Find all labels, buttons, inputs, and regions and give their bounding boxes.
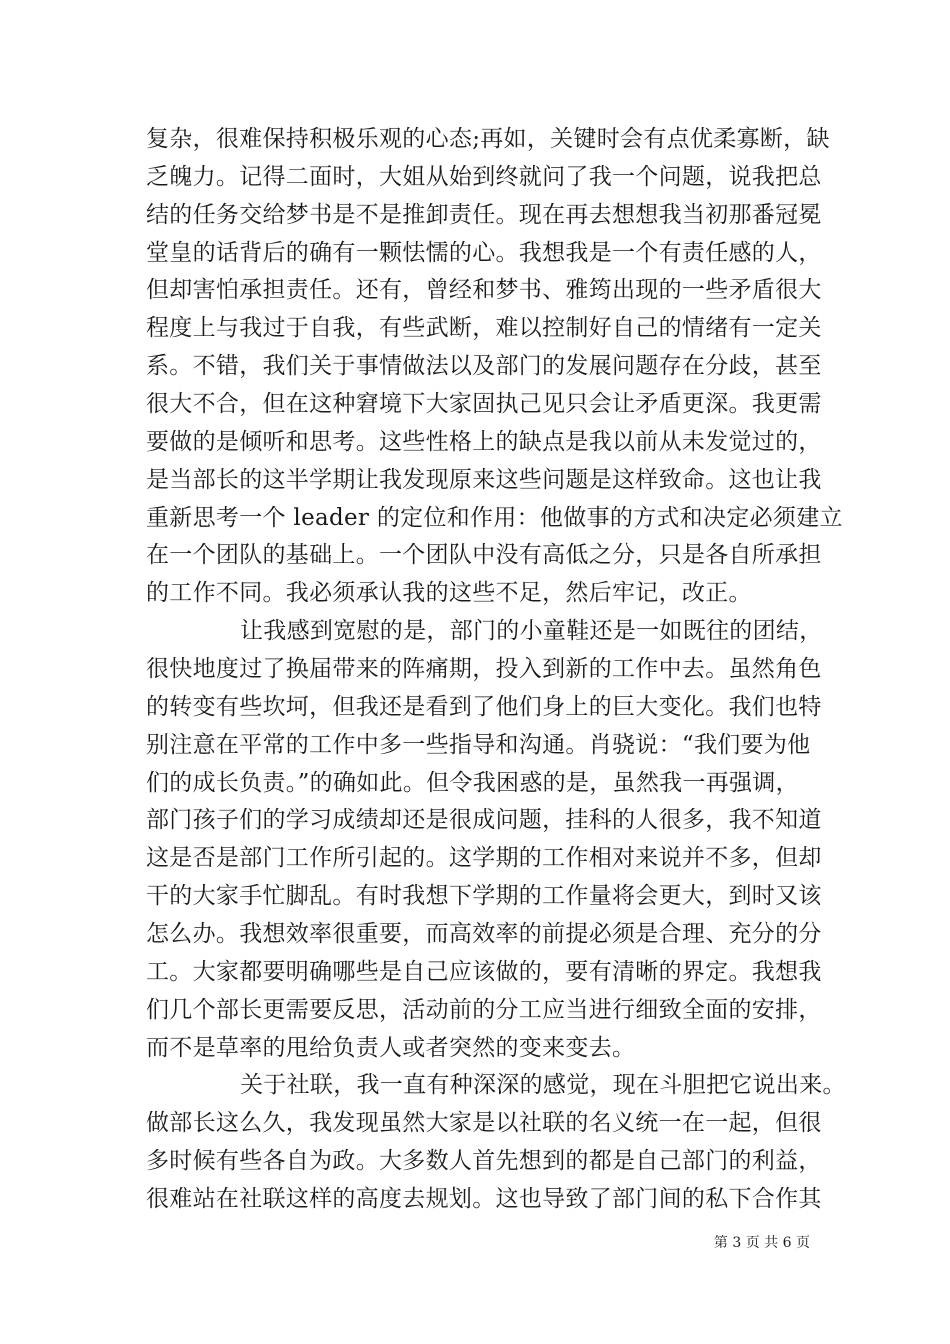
text-line: 堂皇的话背后的确有一颗怯懦的心。我想我是一个有责任感的人， (146, 240, 822, 266)
text-line: 乏魄力。记得二面时，大姐从始到终就问了我一个问题，说我把总 (146, 164, 822, 190)
paragraph-first-line: 关于社联，我一直有种深深的感觉，现在斗胆把它说出来。 (240, 1072, 846, 1098)
text-line: 而不是草率的甩给负责人或者突然的变来变去。 (146, 1035, 636, 1061)
paragraph-first-line: 让我感到宽慰的是，部门的小童鞋还是一如既往的团结， (240, 618, 823, 644)
text-line: 的工作不同。我必须承认我的这些不足，然后牢记，改正。 (146, 580, 752, 606)
text-line: 们的成长负责。”的确如此。但令我困惑的是，虽然我一再强调， (146, 770, 799, 796)
text-line: 的转变有些坎坷，但我还是看到了他们身上的巨大变化。我们也特 (146, 694, 822, 720)
text-line: 干的大家手忙脚乱。有时我想下学期的工作量将会更大，到时又该 (146, 883, 822, 909)
text-line: 要做的是倾听和思考。这些性格上的缺点是我以前从未发觉过的， (146, 429, 822, 455)
text-line: 复杂，很难保持积极乐观的心态;再如，关键时会有点优柔寡断，缺 (146, 126, 830, 152)
text-line: 重新思考一个 leader 的定位和作用：他做事的方式和决定必须建立 (146, 505, 843, 531)
text-line: 但却害怕承担责任。还有，曾经和梦书、雅筠出现的一些矛盾很大 (146, 277, 822, 303)
text-line: 很快地度过了换届带来的阵痛期，投入到新的工作中去。虽然角色 (146, 656, 822, 682)
text-line: 多时候有些各自为政。大多数人首先想到的都是自己部门的利益， (146, 1148, 822, 1174)
text-line: 系。不错，我们关于事情做法以及部门的发展问题存在分歧，甚至 (146, 353, 822, 379)
text-line: 程度上与我过于自我，有些武断，难以控制好自己的情绪有一定关 (146, 315, 822, 341)
text-line: 很大不合，但在这种窘境下大家固执己见只会让矛盾更深。我更需 (146, 391, 822, 417)
text-line: 做部长这么久，我发现虽然大家是以社联的名义统一在一起，但很 (146, 1110, 822, 1136)
text-line: 部门孩子们的学习成绩却还是很成问题，挂科的人很多，我不知道 (146, 807, 822, 833)
text-line: 们几个部长更需要反思，活动前的分工应当进行细致全面的安排， (146, 997, 822, 1023)
text-line: 是当部长的这半学期让我发现原来这些问题是这样致命。这也让我 (146, 467, 822, 493)
page-number-footer: 第 3 页 共 6 页 (713, 1235, 810, 1251)
text-line: 这是否是部门工作所引起的。这学期的工作相对来说并不多，但却 (146, 845, 822, 871)
text-line: 结的任务交给梦书是不是推卸责任。现在再去想想我当初那番冠冕 (146, 202, 822, 228)
text-line: 在一个团队的基础上。一个团队中没有高低之分，只是各自所承担 (146, 542, 822, 568)
text-line: 别注意在平常的工作中多一些指导和沟通。肖骁说：“我们要为他 (146, 732, 811, 758)
text-line: 很难站在社联这样的高度去规划。这也导致了部门间的私下合作其 (146, 1186, 822, 1212)
text-line: 工。大家都要明确哪些是自己应该做的，要有清晰的界定。我想我 (146, 959, 822, 985)
text-line: 怎么办。我想效率很重要，而高效率的前提必须是合理、充分的分 (146, 921, 822, 947)
